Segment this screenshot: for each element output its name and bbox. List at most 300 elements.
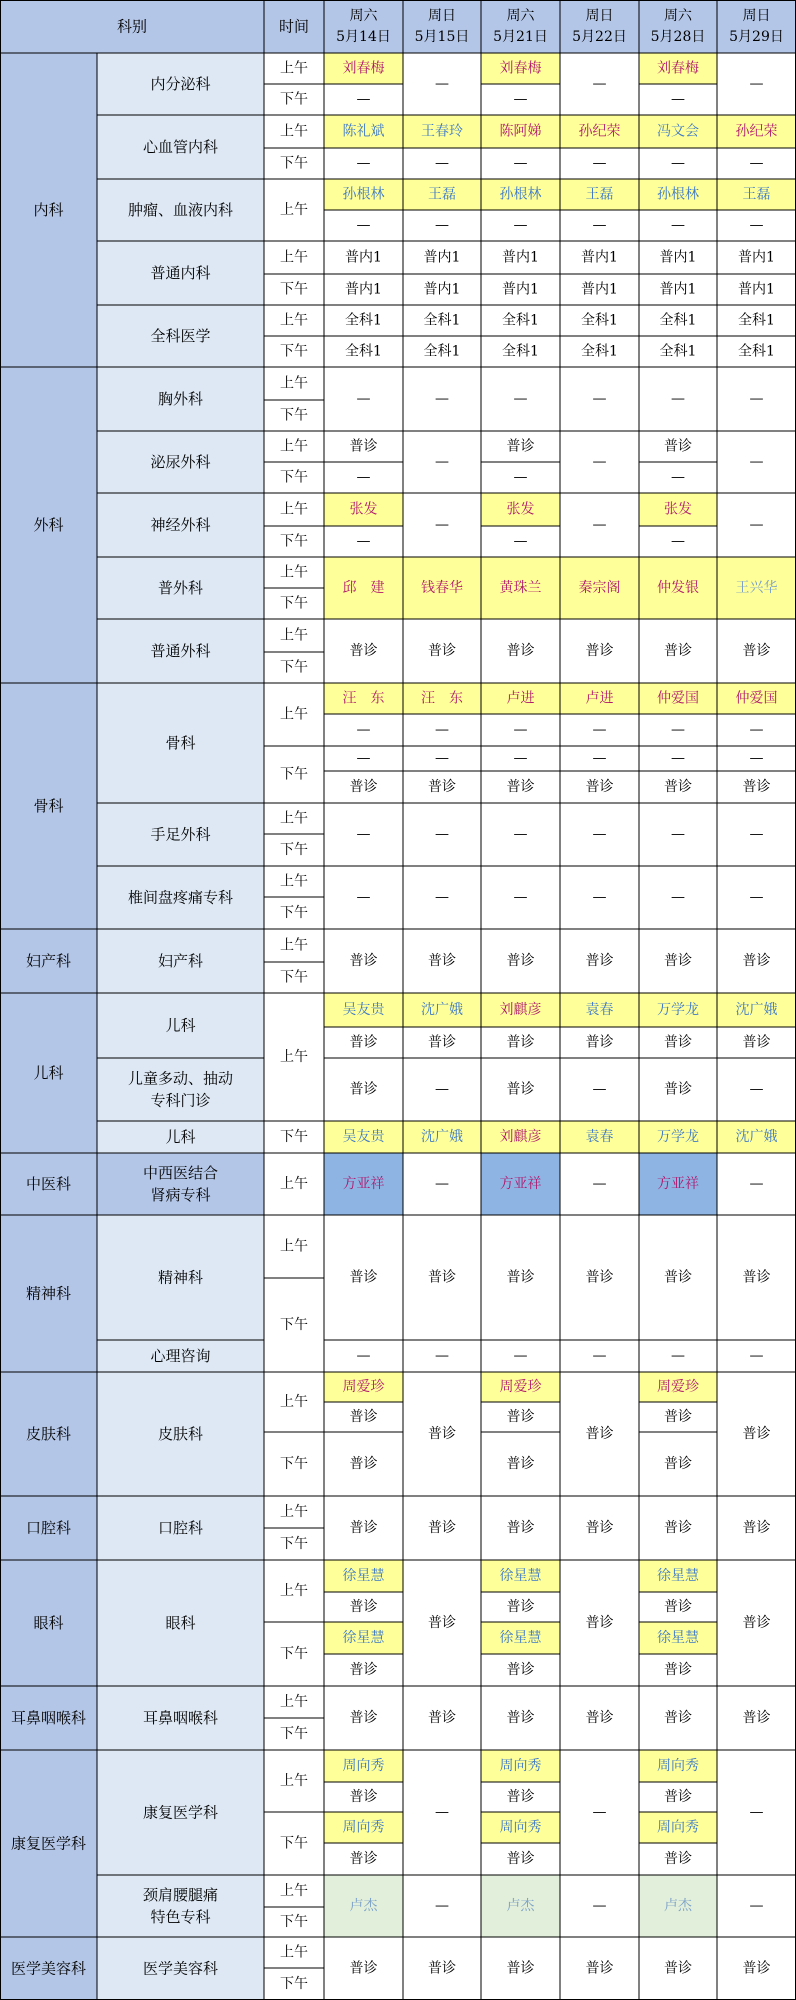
time-label: 上午: [280, 1773, 308, 1789]
schedule-value: —: [749, 454, 764, 470]
schedule-value: —: [435, 217, 449, 234]
subdept-name: 妇产科: [157, 952, 204, 970]
schedule-value: 普诊: [428, 1426, 456, 1442]
doctor-name: 邱 建: [342, 580, 385, 596]
schedule-value: 普诊: [349, 1081, 378, 1098]
time-label: 下午: [280, 1536, 308, 1552]
schedule-value: —: [435, 1804, 449, 1821]
schedule-value: —: [592, 826, 607, 843]
schedule-value: 普诊: [428, 1269, 456, 1286]
schedule-value: —: [592, 889, 607, 906]
schedule-value: 普诊: [742, 1615, 771, 1631]
time-label: 下午: [280, 155, 308, 172]
schedule-value: —: [671, 91, 685, 108]
schedule-value: 普诊: [349, 1269, 378, 1286]
time-label: 上午: [280, 312, 308, 329]
subdept-name: 内分泌科: [150, 75, 211, 93]
schedule-value: —: [592, 155, 607, 172]
header-day-3: 5月22日: [572, 29, 627, 45]
schedule-value: 全科1: [502, 312, 539, 329]
schedule-value: —: [356, 217, 371, 234]
doctor-name: 周向秀: [499, 1819, 542, 1836]
schedule-value: —: [749, 76, 764, 92]
schedule-value: 普诊: [585, 1615, 614, 1631]
schedule-value: —: [435, 454, 449, 470]
doctor-name: 卢杰: [349, 1898, 378, 1914]
schedule-value: 普诊: [428, 1710, 456, 1726]
doctor-name: 方亚祥: [657, 1176, 699, 1192]
schedule-value: 普诊: [585, 1034, 614, 1051]
schedule-value: —: [592, 217, 607, 234]
schedule-value: 全科1: [659, 312, 697, 329]
time-label: 下午: [280, 905, 308, 921]
schedule-value: —: [513, 1348, 528, 1364]
schedule-value: 普诊: [349, 1789, 378, 1805]
header-day-5: 5月29日: [729, 29, 784, 45]
schedule-value: 普内1: [423, 249, 461, 266]
subdept-name: 医学美容科: [142, 1959, 219, 1978]
schedule-value: 普诊: [506, 643, 535, 659]
schedule-value: —: [513, 91, 528, 108]
schedule-value: —: [671, 155, 685, 172]
schedule-value: —: [356, 91, 371, 108]
schedule-value: —: [435, 76, 449, 92]
schedule-value: —: [671, 533, 685, 550]
subdept-name: 胸外科: [157, 390, 204, 408]
schedule-value: —: [671, 217, 685, 234]
doctor-name: 孙纪荣: [578, 123, 621, 140]
time-label: 上午: [280, 1883, 308, 1899]
schedule-value: 普诊: [428, 1034, 456, 1051]
schedule-value: 普诊: [664, 779, 692, 795]
schedule-value: —: [749, 217, 764, 234]
doctor-name: 卢杰: [664, 1898, 692, 1914]
time-label: 下午: [280, 1914, 308, 1930]
schedule-value: 普内1: [659, 249, 697, 266]
schedule-value: —: [671, 469, 685, 486]
schedule-value: 普诊: [742, 1960, 771, 1977]
schedule-value: 普诊: [742, 953, 771, 969]
schedule-value: 普诊: [742, 779, 771, 795]
schedule-value: —: [592, 76, 607, 92]
time-label: 下午: [280, 766, 308, 783]
schedule-value: —: [749, 722, 764, 738]
subdept-name: 神经外科: [150, 516, 211, 534]
doctor-name: 王春玲: [421, 123, 463, 140]
schedule-value: —: [435, 391, 449, 407]
time-label: 上午: [280, 1238, 308, 1255]
header-day-0: 周六: [349, 8, 378, 24]
schedule-value: 普诊: [664, 438, 692, 455]
doctor-name: 卢杰: [506, 1898, 535, 1914]
time-label: 上午: [280, 202, 308, 218]
schedule-value: 普内1: [659, 281, 697, 298]
doctor-name: 袁春: [585, 1002, 614, 1018]
doctor-name: 刘麒彦: [499, 1002, 542, 1018]
schedule-value: 普诊: [742, 643, 771, 659]
schedule-value: 普诊: [585, 1269, 614, 1286]
schedule-value: —: [356, 826, 371, 843]
schedule-value: 普内1: [423, 281, 461, 298]
subdept-name: 普外科: [157, 579, 204, 597]
schedule-value: 普诊: [506, 1851, 535, 1867]
schedule-value: —: [592, 517, 607, 533]
schedule-value: 全科1: [345, 343, 382, 360]
schedule-value: —: [749, 391, 764, 407]
schedule-value: 普诊: [506, 1034, 535, 1051]
time-label: 下午: [280, 659, 308, 676]
schedule-value: 普内1: [581, 249, 618, 266]
schedule-value: 普诊: [428, 1615, 456, 1631]
schedule-value: 普诊: [506, 438, 535, 455]
schedule-value: 普内1: [345, 249, 382, 266]
schedule-value: —: [749, 1898, 764, 1914]
schedule-value: 普诊: [428, 779, 456, 795]
schedule-value: 普诊: [428, 1520, 456, 1536]
schedule-value: 普诊: [349, 1662, 378, 1678]
schedule-value: 普诊: [585, 1426, 614, 1442]
subdept-name: 专科门诊: [150, 1091, 211, 1110]
doctor-name: 周向秀: [657, 1819, 699, 1836]
schedule-value: 普诊: [506, 953, 535, 969]
schedule-value: 全科1: [581, 343, 618, 360]
schedule-value: 普诊: [349, 1710, 378, 1726]
time-label: 下午: [280, 1835, 308, 1852]
schedule-value: 普内1: [345, 281, 382, 298]
doctor-name: 周向秀: [342, 1819, 385, 1836]
schedule-value: 普诊: [428, 953, 456, 969]
time-label: 下午: [280, 595, 308, 612]
time-label: 下午: [280, 1129, 308, 1145]
schedule-value: —: [356, 889, 371, 906]
schedule-value: 普诊: [349, 1851, 378, 1867]
schedule-value: —: [592, 454, 607, 470]
doctor-name: 刘春梅: [657, 60, 699, 77]
dept-name: 中医科: [25, 1175, 72, 1193]
schedule-value: —: [435, 889, 449, 906]
schedule-value: 普诊: [349, 1960, 378, 1977]
doctor-name: 方亚祥: [342, 1176, 385, 1192]
header-day-1: 5月15日: [414, 29, 470, 45]
subdept-name: 耳鼻咽喉科: [142, 1709, 219, 1727]
time-label: 上午: [280, 1049, 308, 1065]
time-label: 上午: [280, 706, 308, 723]
schedule-value: —: [513, 217, 528, 234]
subdept-cell: [97, 1058, 264, 1121]
schedule-value: —: [513, 889, 528, 906]
doctor-name: 吴友贵: [342, 1129, 385, 1145]
subdept-name: 心理咨询: [150, 1347, 211, 1365]
schedule-value: 普诊: [349, 953, 378, 969]
schedule-value: —: [671, 722, 685, 738]
schedule-value: 普内1: [502, 249, 539, 266]
schedule-value: 普内1: [738, 281, 775, 298]
time-label: 上午: [280, 1504, 308, 1520]
dept-name: 口腔科: [25, 1519, 72, 1537]
schedule-value: —: [435, 1898, 449, 1914]
time-label: 下午: [280, 469, 308, 486]
schedule-value: —: [513, 826, 528, 843]
doctor-name: 徐星慧: [342, 1630, 385, 1646]
schedule-value: —: [513, 155, 528, 172]
header-day-0: 5月14日: [336, 29, 391, 45]
doctor-name: 钱春华: [421, 580, 463, 596]
doctor-name: 卢进: [585, 690, 614, 707]
schedule-value: 普诊: [585, 1960, 614, 1977]
time-label: 下午: [280, 281, 308, 298]
dept-name: 医学美容科: [10, 1959, 87, 1978]
schedule-value: 全科1: [659, 343, 697, 360]
time-label: 下午: [280, 91, 308, 108]
schedule-value: —: [435, 517, 449, 533]
schedule-value: —: [749, 1176, 764, 1192]
schedule-value: —: [671, 826, 685, 843]
doctor-name: 孙根林: [657, 186, 699, 203]
doctor-name: 吴友贵: [342, 1002, 385, 1018]
subdept-name: 口腔科: [157, 1519, 204, 1537]
doctor-name: 秦宗阁: [578, 580, 621, 596]
time-label: 下午: [280, 1646, 308, 1662]
schedule-value: —: [749, 1804, 764, 1821]
time-label: 上午: [280, 1583, 308, 1599]
doctor-name: 刘春梅: [342, 60, 385, 77]
time-label: 上午: [280, 1394, 308, 1410]
schedule-value: 全科1: [423, 312, 461, 329]
subdept-name: 皮肤科: [157, 1425, 204, 1443]
subdept-name: 椎间盘疼痛专科: [127, 888, 234, 907]
time-label: 上午: [280, 375, 308, 392]
time-label: 上午: [280, 873, 308, 890]
schedule-value: —: [356, 155, 371, 172]
time-label: 上午: [280, 438, 308, 455]
schedule-value: 普诊: [349, 1409, 378, 1425]
schedule-value: —: [592, 1898, 607, 1914]
doctor-name: 袁春: [585, 1129, 614, 1145]
schedule-value: —: [513, 391, 528, 407]
doctor-name: 刘麒彦: [499, 1129, 542, 1145]
schedule-value: —: [356, 1348, 371, 1364]
schedule-value: 普诊: [506, 1789, 535, 1805]
schedule-value: —: [356, 750, 371, 767]
schedule-value: —: [435, 1348, 449, 1364]
schedule-value: 全科1: [581, 312, 618, 329]
schedule-value: 普诊: [664, 1269, 692, 1286]
time-label: 下午: [280, 842, 308, 858]
schedule-value: 普诊: [585, 1520, 614, 1536]
schedule-value: 普诊: [585, 1710, 614, 1726]
schedule-value: 普诊: [742, 1520, 771, 1536]
subdept-name: 康复医学科: [142, 1803, 219, 1822]
schedule-value: 普诊: [506, 1520, 535, 1536]
schedule-value: 普诊: [664, 1081, 692, 1098]
schedule-value: —: [671, 1348, 685, 1364]
schedule-value: 普诊: [585, 953, 614, 969]
time-label: 下午: [280, 533, 308, 550]
doctor-name: 冯文会: [657, 123, 699, 140]
doctor-name: 周爱珍: [657, 1379, 699, 1395]
schedule-value: 全科1: [738, 343, 775, 360]
doctor-name: 徐星慧: [342, 1568, 385, 1584]
subdept-cell: [97, 1153, 264, 1215]
time-label: 下午: [280, 407, 308, 424]
schedule-value: —: [513, 750, 528, 767]
doctor-name: 刘春梅: [499, 60, 542, 77]
doctor-name: 万学龙: [657, 1129, 699, 1145]
doctor-name: 仲爱国: [657, 690, 699, 707]
dept-name: 精神科: [25, 1284, 72, 1303]
schedule-value: 普诊: [742, 1426, 771, 1442]
doctor-name: 王兴华: [735, 580, 778, 596]
dept-name: 耳鼻咽喉科: [10, 1709, 87, 1727]
doctor-name: 王磊: [585, 186, 614, 203]
schedule-value: 普诊: [349, 438, 378, 455]
doctor-name: 汪 东: [421, 690, 463, 707]
dept-name: 皮肤科: [25, 1425, 72, 1443]
schedule-value: 普诊: [664, 953, 692, 969]
doctor-name: 孙纪荣: [735, 123, 778, 140]
schedule-value: —: [513, 469, 528, 486]
doctor-name: 黄珠兰: [499, 580, 542, 596]
schedule-value: 全科1: [423, 343, 461, 360]
schedule-value: —: [592, 1081, 607, 1098]
schedule-value: —: [435, 722, 449, 738]
schedule-value: 普诊: [585, 643, 614, 659]
time-label: 上午: [280, 1176, 308, 1192]
doctor-name: 方亚祥: [499, 1176, 542, 1192]
doctor-name: 徐星慧: [657, 1630, 699, 1646]
doctor-name: 万学龙: [657, 1002, 699, 1018]
doctor-name: 徐星慧: [499, 1630, 542, 1646]
doctor-name: 孙根林: [342, 186, 385, 203]
doctor-name: 沈广娥: [735, 1002, 778, 1018]
schedule-value: 普诊: [664, 1960, 692, 1977]
doctor-name: 张发: [349, 501, 378, 518]
schedule-value: 普诊: [664, 1710, 692, 1726]
dept-name: 眼科: [33, 1614, 64, 1632]
schedule-value: 普诊: [664, 1520, 692, 1536]
dept-name: 外科: [33, 516, 64, 534]
schedule-value: 普诊: [585, 779, 614, 795]
dept-name: 内科: [33, 201, 64, 219]
schedule-value: —: [592, 391, 607, 407]
schedule-value: 普内1: [502, 281, 539, 298]
schedule-value: —: [749, 517, 764, 533]
schedule-value: —: [671, 391, 685, 407]
schedule-value: —: [356, 533, 371, 550]
schedule-value: —: [513, 533, 528, 550]
time-label: 上午: [280, 564, 308, 581]
schedule-value: —: [592, 1804, 607, 1821]
doctor-name: 周向秀: [342, 1758, 385, 1774]
header-day-2: 周六: [506, 8, 535, 24]
dept-name: 骨科: [33, 797, 64, 815]
header-dept-label: 科别: [116, 17, 148, 36]
schedule-value: —: [592, 1176, 607, 1192]
schedule-value: 普诊: [349, 1034, 378, 1051]
doctor-name: 徐星慧: [499, 1568, 542, 1584]
subdept-name: 儿科: [165, 1128, 196, 1146]
schedule-value: —: [592, 750, 607, 767]
doctor-name: 沈广娥: [735, 1129, 778, 1145]
schedule-value: —: [749, 1081, 764, 1098]
schedule-value: —: [749, 750, 764, 767]
subdept-name: 眼科: [165, 1614, 196, 1632]
schedule-value: 全科1: [738, 312, 775, 329]
time-label: 上午: [280, 1694, 308, 1710]
schedule-value: 普诊: [664, 1851, 692, 1867]
time-label: 下午: [280, 343, 308, 360]
subdept-name: 特色专科: [150, 1908, 211, 1926]
time-label: 上午: [280, 627, 308, 644]
subdept-name: 精神科: [157, 1268, 204, 1287]
schedule-value: —: [356, 722, 371, 738]
subdept-name: 中西医结合: [142, 1164, 219, 1182]
schedule-value: 普诊: [506, 1081, 535, 1098]
header-day-3: 周日: [585, 8, 614, 24]
schedule-value: —: [435, 750, 449, 767]
schedule-value: —: [435, 1176, 449, 1192]
subdept-cell: [97, 1875, 264, 1937]
doctor-name: 张发: [506, 501, 535, 518]
schedule-value: —: [749, 155, 764, 172]
doctor-name: 张发: [664, 501, 692, 518]
schedule-value: 普诊: [349, 1520, 378, 1536]
doctor-name: 周爱珍: [499, 1379, 542, 1395]
schedule-value: 普诊: [664, 1456, 692, 1472]
schedule-value: 全科1: [502, 343, 539, 360]
header-day-4: 周六: [664, 8, 692, 24]
schedule-value: 普诊: [506, 1662, 535, 1678]
schedule-value: 普诊: [349, 779, 378, 795]
time-label: 上午: [280, 249, 308, 266]
schedule-value: 普诊: [664, 1789, 692, 1805]
schedule-value: 普诊: [742, 1710, 771, 1726]
time-label: 上午: [280, 123, 308, 140]
schedule-value: 普诊: [506, 1456, 535, 1472]
schedule-value: 普诊: [664, 643, 692, 659]
subdept-name: 骨科: [165, 734, 196, 752]
doctor-name: 沈广娥: [421, 1002, 463, 1018]
schedule-value: —: [435, 155, 449, 172]
header-day-5: 周日: [742, 8, 771, 24]
doctor-name: 周爱珍: [342, 1379, 385, 1395]
schedule-value: —: [749, 826, 764, 843]
schedule-value: —: [749, 889, 764, 906]
dept-name: 康复医学科: [10, 1834, 87, 1853]
time-label: 下午: [280, 1317, 308, 1333]
schedule-value: —: [435, 826, 449, 843]
doctor-name: 周向秀: [499, 1758, 542, 1774]
doctor-name: 陈礼斌: [342, 123, 385, 140]
dept-name: 妇产科: [25, 952, 72, 970]
doctor-name: 王磊: [428, 186, 456, 203]
time-label: 下午: [280, 969, 308, 986]
schedule-value: —: [513, 722, 528, 738]
schedule-value: —: [671, 750, 685, 767]
time-label: 上午: [280, 501, 308, 518]
subdept-name: 肾病专科: [150, 1186, 211, 1204]
schedule-value: —: [592, 722, 607, 738]
time-label: 上午: [280, 1944, 308, 1961]
schedule-value: —: [749, 1348, 764, 1364]
header-time-label: 时间: [278, 17, 310, 36]
schedule-value: 普诊: [506, 1710, 535, 1726]
subdept-name: 肿瘤、血液内科: [127, 201, 234, 219]
doctor-name: 卢进: [506, 690, 535, 707]
subdept-name: 心血管内科: [142, 138, 219, 156]
doctor-name: 孙根林: [499, 186, 542, 203]
schedule-value: 普诊: [664, 1409, 692, 1425]
